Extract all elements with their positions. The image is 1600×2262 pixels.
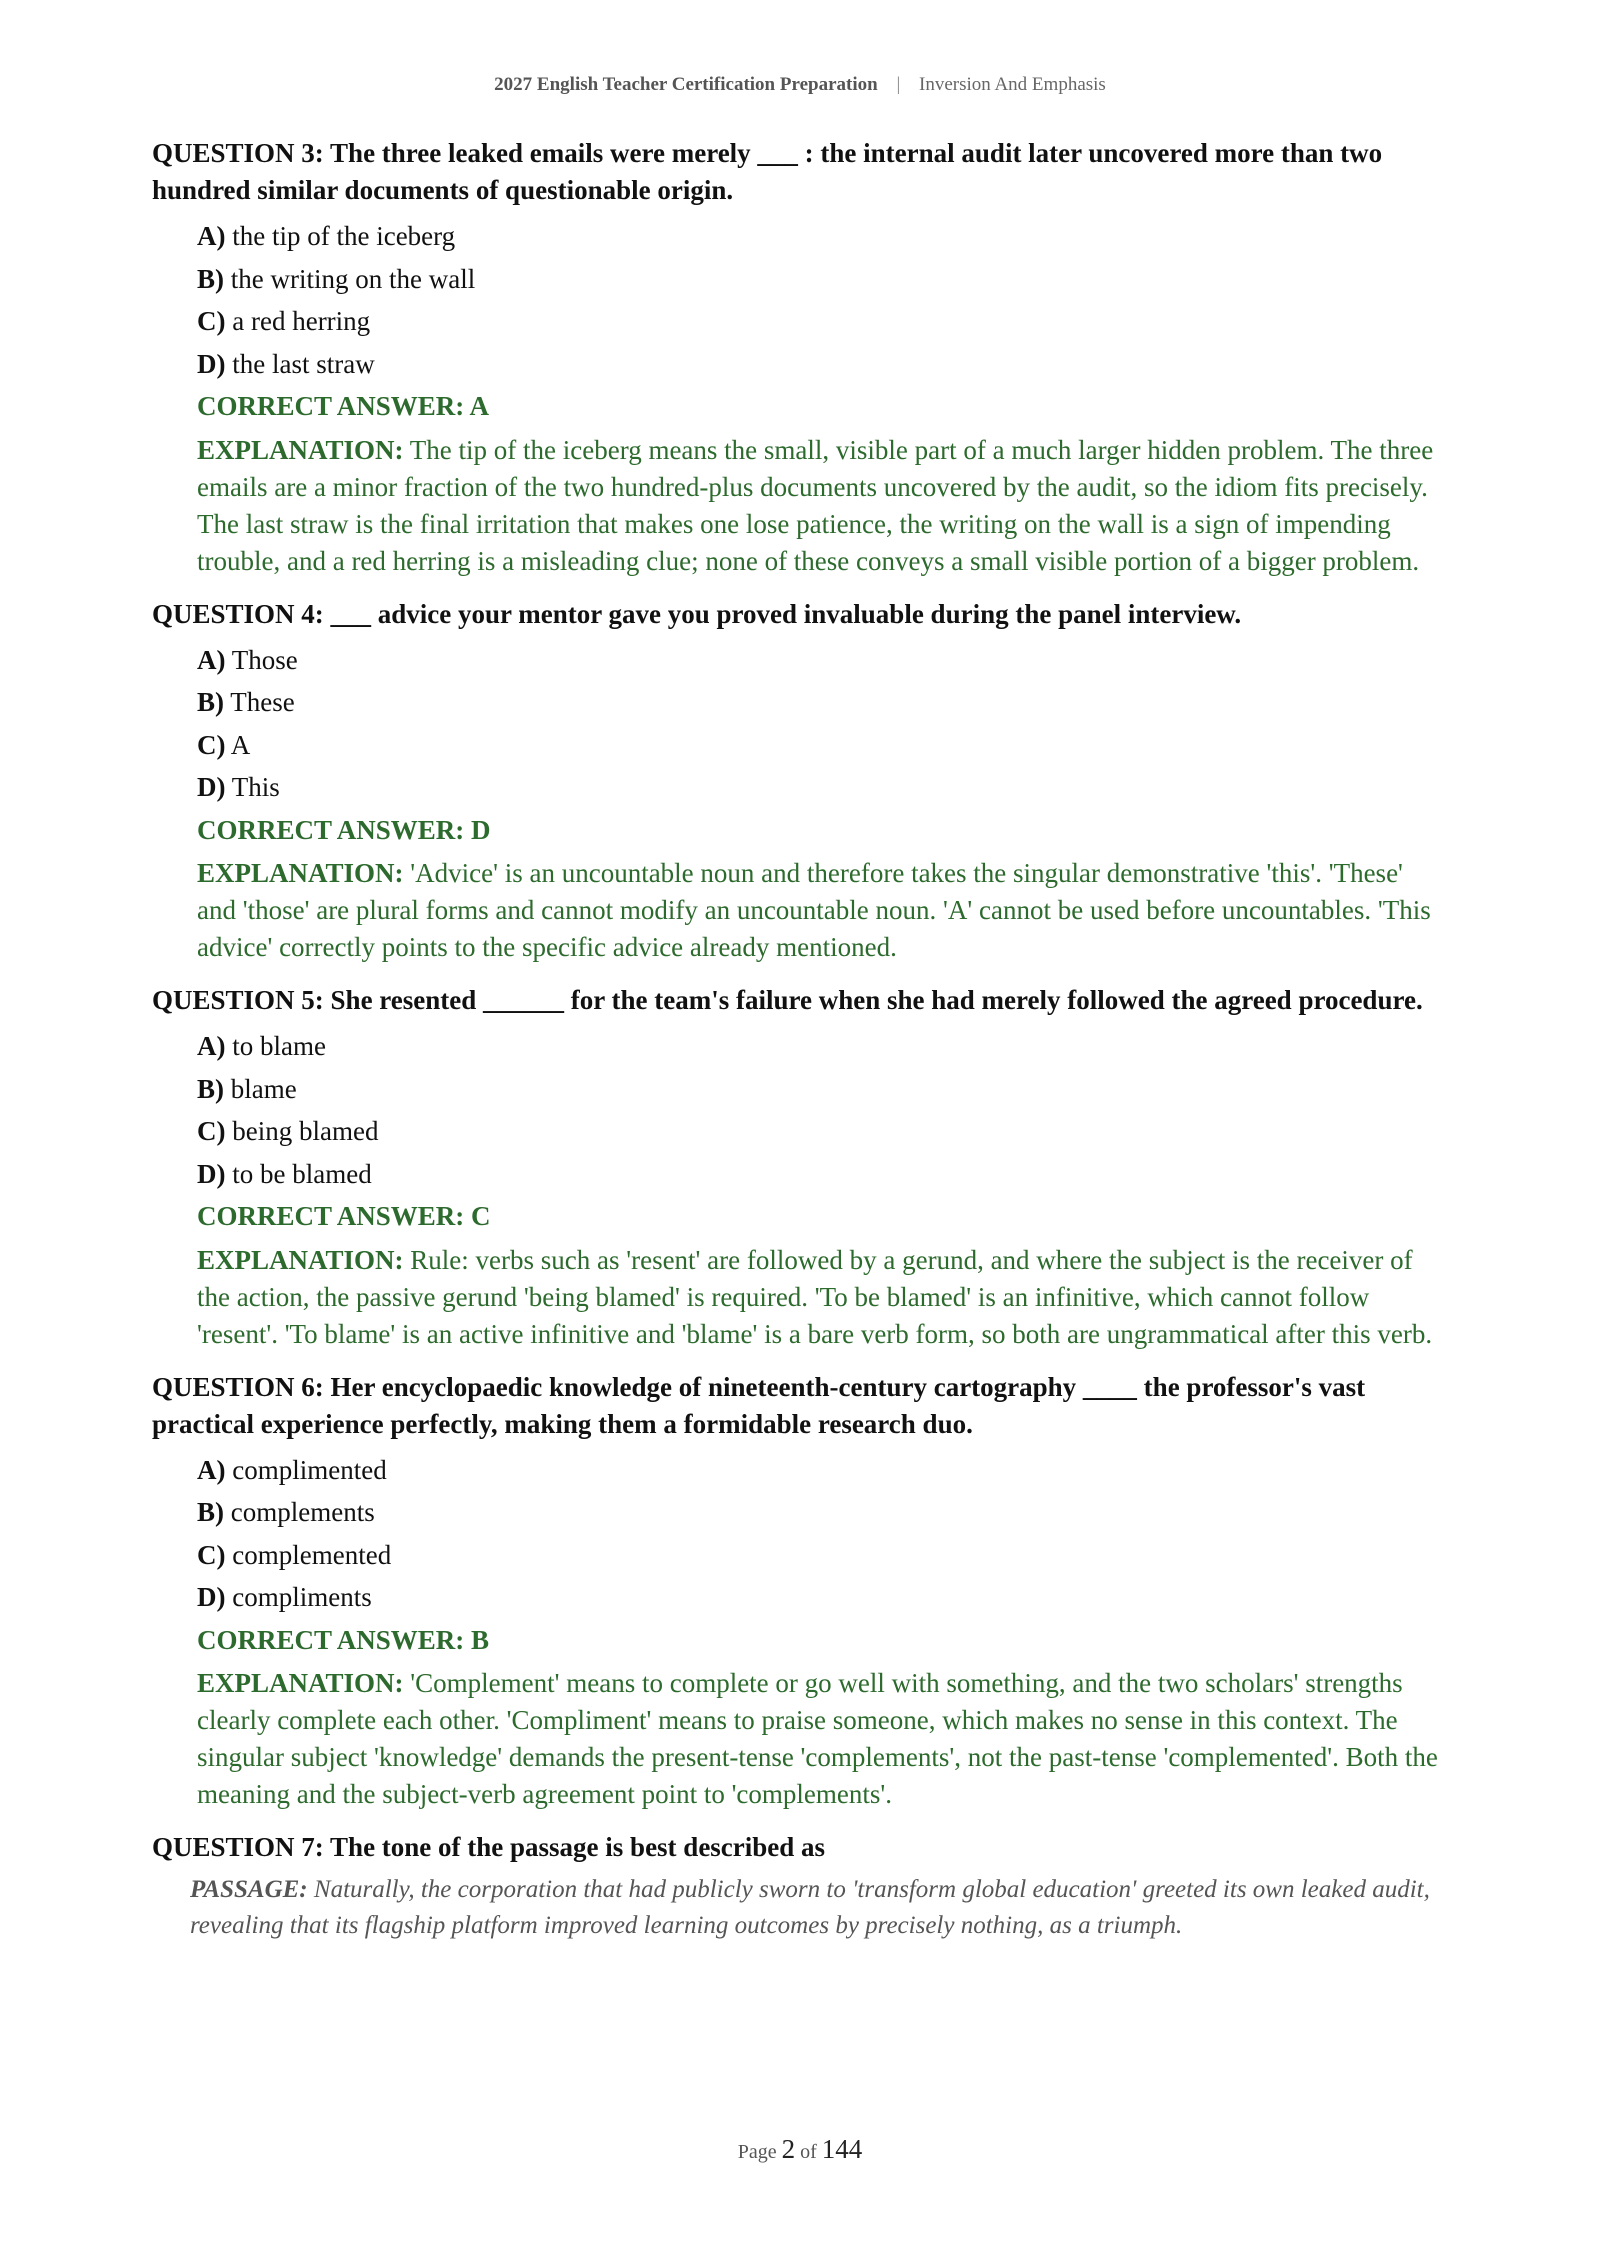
of-word: of bbox=[800, 2141, 817, 2163]
explanation bbox=[197, 1665, 1448, 1813]
option-letter: B) bbox=[197, 1073, 224, 1104]
option-text: This bbox=[231, 772, 280, 802]
option-c bbox=[197, 300, 1448, 343]
option-text: to blame bbox=[232, 1031, 326, 1061]
option-b bbox=[197, 1068, 1448, 1111]
option-text: complemented bbox=[232, 1539, 392, 1570]
option-b bbox=[197, 1491, 1448, 1534]
option-text: blame bbox=[230, 1073, 297, 1104]
explanation-text: 'Complement' means to complete or go well with something, and the two scholars' strengths clearly complete each other. 'Compliment' means to praise someone, which makes no sense in this context. The singular subject 'knowledge' demands the present-tense 'complements', not the past-tense 'complemented'. Both the meaning and the subject-verb agreement point to 'complements'. bbox=[197, 1668, 1438, 1809]
option-text: being blamed bbox=[232, 1116, 379, 1146]
option-b bbox=[197, 258, 1448, 301]
option-letter: B) bbox=[197, 687, 224, 717]
question-stem: QUESTION 7: The tone of the passage is best described as bbox=[152, 1832, 826, 1862]
option-letter: A) bbox=[197, 1454, 226, 1485]
option-d bbox=[197, 1576, 1448, 1619]
correct-answer: CORRECT ANSWER: A bbox=[197, 391, 490, 421]
option-b bbox=[197, 681, 1448, 724]
option-letter: D) bbox=[197, 1158, 226, 1189]
option-text: A bbox=[230, 729, 251, 760]
correct-answer: CORRECT ANSWER: D bbox=[197, 814, 491, 845]
option-letter: D) bbox=[197, 348, 226, 379]
option-a bbox=[197, 639, 1448, 682]
option-a bbox=[197, 1025, 1448, 1068]
question-3 bbox=[152, 135, 1448, 580]
correct-answer: CORRECT ANSWER: B bbox=[197, 1624, 490, 1655]
option-a bbox=[197, 215, 1448, 258]
option-d bbox=[197, 343, 1448, 386]
option-text: to be blamed bbox=[232, 1158, 372, 1189]
explanation-label: EXPLANATION: bbox=[197, 1244, 404, 1275]
passage-text: Naturally, the corporation that had publicly sworn to 'transform global education' greeted its own leaked audit, revealing that its flagship platform improved learning outcomes by precisely nothing, as a triumph. bbox=[190, 1876, 1430, 1939]
question-stem: QUESTION 5: She resented ______ for the team's failure when she had merely followed the agreed procedure. bbox=[152, 985, 1423, 1015]
option-text: Those bbox=[231, 644, 298, 675]
option-c bbox=[197, 1534, 1448, 1577]
option-letter: A) bbox=[197, 221, 226, 251]
option-letter: C) bbox=[197, 1116, 226, 1146]
explanation bbox=[197, 1242, 1448, 1353]
option-text: complimented bbox=[232, 1454, 387, 1485]
reading-passage bbox=[190, 1872, 1448, 1944]
explanation-label: EXPLANATION: bbox=[197, 434, 404, 465]
question-stem: QUESTION 3: The three leaked emails were merely ___ : the internal audit later uncovered more than two hundred similar documents of questionable origin. bbox=[152, 138, 1383, 205]
option-text: the last straw bbox=[232, 348, 375, 379]
option-text: the writing on the wall bbox=[230, 263, 476, 294]
question-stem: QUESTION 4: ___ advice your mentor gave you proved invaluable during the panel interview. bbox=[152, 598, 1242, 629]
option-letter: B) bbox=[197, 263, 224, 294]
questions-content bbox=[152, 135, 1448, 1960]
passage-label: PASSAGE: bbox=[190, 1876, 308, 1903]
total-pages: 144 bbox=[821, 2134, 863, 2164]
option-list bbox=[197, 1025, 1448, 1195]
option-text: compliments bbox=[232, 1582, 372, 1612]
option-letter: C) bbox=[197, 1539, 226, 1570]
option-c bbox=[197, 1110, 1448, 1153]
option-text: the tip of the iceberg bbox=[232, 221, 456, 251]
question-5 bbox=[152, 982, 1448, 1353]
option-letter: A) bbox=[197, 1031, 226, 1061]
explanation-label: EXPLANATION: bbox=[197, 1668, 404, 1698]
option-list bbox=[197, 215, 1448, 385]
option-letter: B) bbox=[197, 1497, 224, 1527]
option-a bbox=[197, 1449, 1448, 1492]
page-header bbox=[0, 74, 1600, 96]
option-letter: C) bbox=[197, 729, 226, 760]
option-text: a red herring bbox=[232, 306, 371, 336]
explanation bbox=[197, 855, 1448, 966]
explanation-label: EXPLANATION: bbox=[197, 858, 404, 888]
page-footer bbox=[0, 2134, 1600, 2165]
option-letter: D) bbox=[197, 1582, 226, 1612]
explanation-text: The tip of the iceberg means the small, visible part of a much larger hidden problem. The three emails are a minor fraction of the two hundred-plus documents uncovered by the audit, so the idiom fits precisely. The last straw is the final irritation that makes one lose patience, the writing on the wall is a sign of impending trouble, and a red herring is a misleading clue; none of these conveys a small visible portion of a bigger problem. bbox=[197, 434, 1434, 576]
option-c bbox=[197, 724, 1448, 767]
option-d bbox=[197, 766, 1448, 809]
option-letter: D) bbox=[197, 772, 226, 802]
explanation-text: 'Advice' is an uncountable noun and therefore takes the singular demonstrative 'this'. 'These' and 'those' are plural forms and cannot modify an uncountable noun. 'A' cannot be used before uncountables. 'This advice' correctly points to the specific advice already mentioned. bbox=[197, 858, 1431, 962]
option-d bbox=[197, 1153, 1448, 1196]
option-list bbox=[197, 1449, 1448, 1619]
question-7 bbox=[152, 1829, 1448, 1944]
option-letter: A) bbox=[197, 644, 226, 675]
correct-answer: CORRECT ANSWER: C bbox=[197, 1201, 491, 1231]
option-text: These bbox=[230, 687, 295, 717]
header-separator: | bbox=[896, 74, 901, 95]
explanation bbox=[197, 432, 1448, 580]
page-number: 2 bbox=[781, 2134, 796, 2164]
option-text: complements bbox=[230, 1497, 375, 1527]
question-6 bbox=[152, 1369, 1448, 1814]
option-letter: C) bbox=[197, 306, 226, 336]
option-list bbox=[197, 639, 1448, 809]
question-4 bbox=[152, 596, 1448, 967]
page-word: Page bbox=[737, 2141, 777, 2163]
question-stem: QUESTION 6: Her encyclopaedic knowledge of nineteenth-century cartography ____ the professor's vast practical experience perfectly, making them a formidable research duo. bbox=[152, 1371, 1366, 1439]
document-title: 2027 English Teacher Certification Preparation bbox=[494, 74, 878, 95]
explanation-text: Rule: verbs such as 'resent' are followed by a gerund, and where the subject is the receiver of the action, the passive gerund 'being blamed' is required. 'To be blamed' is an infinitive, which cannot follow 'resent'. 'To blame' is an active infinitive and 'blame' is a bare verb form, so both are ungrammatical after this verb. bbox=[197, 1244, 1433, 1349]
section-topic: Inversion And Emphasis bbox=[919, 74, 1106, 95]
